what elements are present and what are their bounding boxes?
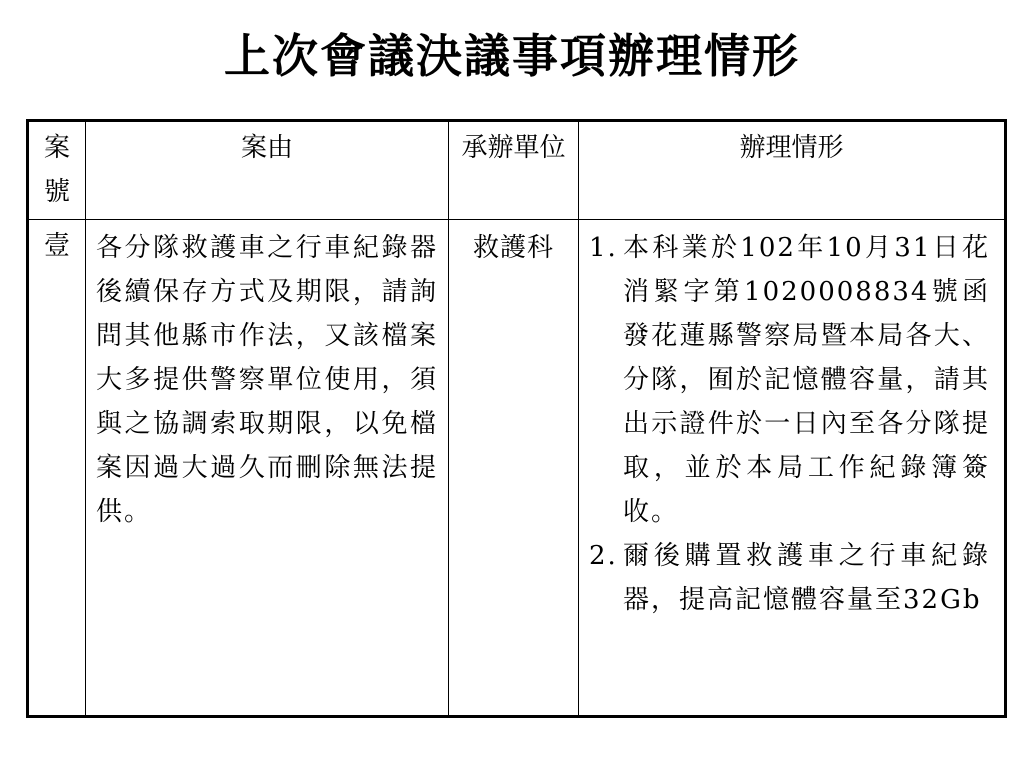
header-case-no: 案號 xyxy=(28,121,86,220)
status-cell xyxy=(579,220,1006,717)
status-item xyxy=(589,226,990,534)
resolutions-table xyxy=(26,119,1007,718)
unit-cell: 救護科 xyxy=(449,220,579,717)
status-item-number: 1. xyxy=(589,233,618,263)
case-no-cell: 壹 xyxy=(28,220,86,717)
header-unit: 承辦單位 xyxy=(449,121,579,220)
status-item-text: 本科業於102年10月31日花消緊字第1020008834號函發花蓮縣警察局暨本局各大、分隊，囿於記憶體容量，請其出示證件於一日內至各分隊提取，並於本局工作紀錄簿簽收。 xyxy=(623,233,990,527)
header-reason: 案由 xyxy=(86,121,449,220)
status-item-text: 爾後購置救護車之行車紀錄器，提高記憶體容量至32Gb xyxy=(623,541,990,615)
header-status: 辦理情形 xyxy=(579,121,1006,220)
status-item xyxy=(589,534,990,622)
status-item-number: 2. xyxy=(589,541,618,571)
reason-cell: 各分隊救護車之行車紀錄器後續保存方式及期限，請詢問其他縣市作法，又該檔案大多提供警察單位使用，須與之協調索取期限，以免檔案因過大過久而刪除無法提供。 xyxy=(86,220,449,717)
slide-title: 上次會議決議事項辦理情形 xyxy=(224,29,800,83)
table-header-row xyxy=(28,121,1006,220)
table-row xyxy=(28,220,1006,717)
status-list xyxy=(589,226,990,622)
